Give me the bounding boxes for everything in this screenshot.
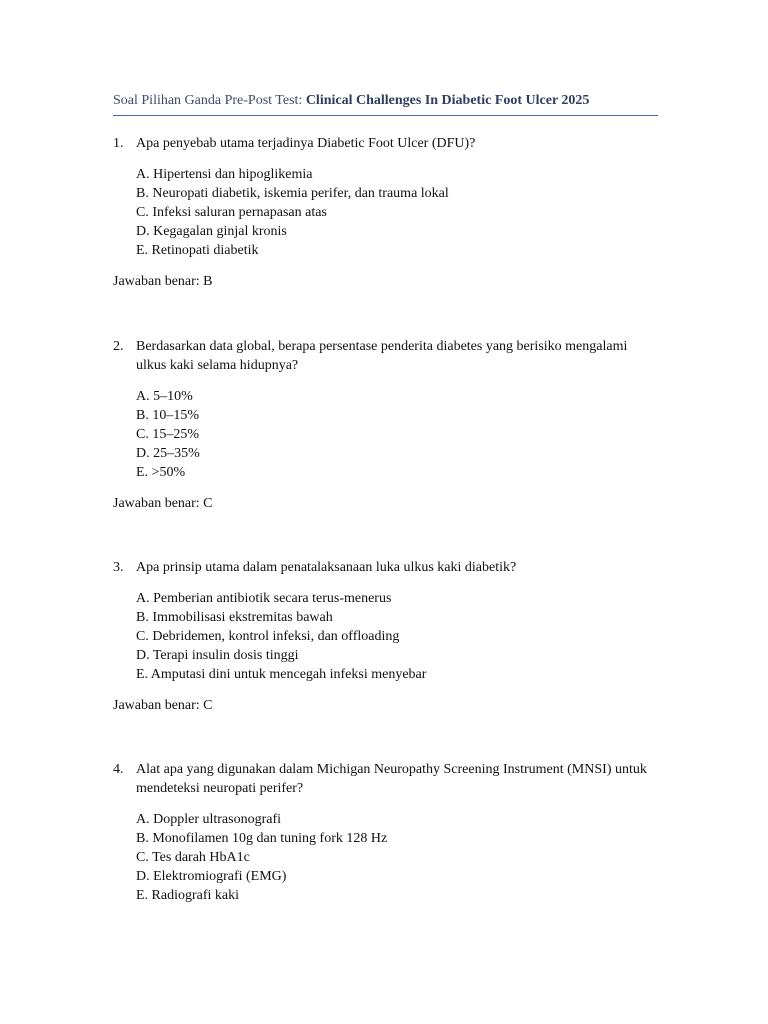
question-1 [113,134,658,291]
option-e: E. Retinopati diabetik [136,243,259,258]
option-a: A. 5–10% [136,389,193,404]
option-list [113,165,658,260]
option-e: E. >50% [136,465,186,480]
option-list [113,387,658,482]
question-4 [113,760,658,905]
question-text: Alat apa yang digunakan dalam Michigan Neuropathy Screening Instrument (MNSI) untuk mendeteksi neuropati perifer? [136,762,647,796]
option-b: B. Monofilamen 10g dan tuning fork 128 Hz [136,831,388,846]
question-text-line [113,337,658,375]
option-d: D. Kegagalan ginjal kronis [136,224,287,239]
question-text: Berdasarkan data global, berapa persentase penderita diabetes yang berisiko mengalami ulkus kaki selama hidupnya? [136,339,628,373]
option-c: C. Tes darah HbA1c [136,850,250,865]
question-text-line [113,558,658,577]
question-text-line [113,760,658,798]
question-text: Apa penyebab utama terjadinya Diabetic Foot Ulcer (DFU)? [136,136,476,151]
option-e: E. Radiografi kaki [136,888,240,903]
question-text-line [113,134,658,153]
question-number: 4. [113,762,124,777]
option-c: C. Debridemen, kontrol infeksi, dan offloading [136,629,400,644]
title-prefix: Soal Pilihan Ganda Pre-Post Test: [113,93,306,108]
option-a: A. Hipertensi dan hipoglikemia [136,167,313,182]
document-title [113,92,658,116]
option-d: D. Elektromiografi (EMG) [136,869,287,884]
question-number: 3. [113,560,124,575]
question-2 [113,337,658,513]
option-list [113,589,658,684]
option-a: A. Pemberian antibiotik secara terus-menerus [136,591,392,606]
option-d: D. 25–35% [136,446,200,461]
option-d: D. Terapi insulin dosis tinggi [136,648,299,663]
question-number: 1. [113,136,124,151]
option-list [113,810,658,905]
option-e: E. Amputasi dini untuk mencegah infeksi menyebar [136,667,427,682]
answer-key: Jawaban benar: B [113,274,213,289]
option-c: C. Infeksi saluran pernapasan atas [136,205,327,220]
question-text: Apa prinsip utama dalam penatalaksanaan luka ulkus kaki diabetik? [136,560,517,575]
option-a: A. Doppler ultrasonografi [136,812,282,827]
title-topic: Clinical Challenges In Diabetic Foot Ulcer 2025 [305,93,590,108]
option-c: C. 15–25% [136,427,199,442]
option-b: B. Neuropati diabetik, iskemia perifer, dan trauma lokal [136,186,449,201]
option-b: B. Immobilisasi ekstremitas bawah [136,610,333,625]
option-b: B. 10–15% [136,408,199,423]
answer-key: Jawaban benar: C [113,698,213,713]
answer-key: Jawaban benar: C [113,496,213,511]
question-number: 2. [113,339,124,354]
question-3 [113,558,658,715]
